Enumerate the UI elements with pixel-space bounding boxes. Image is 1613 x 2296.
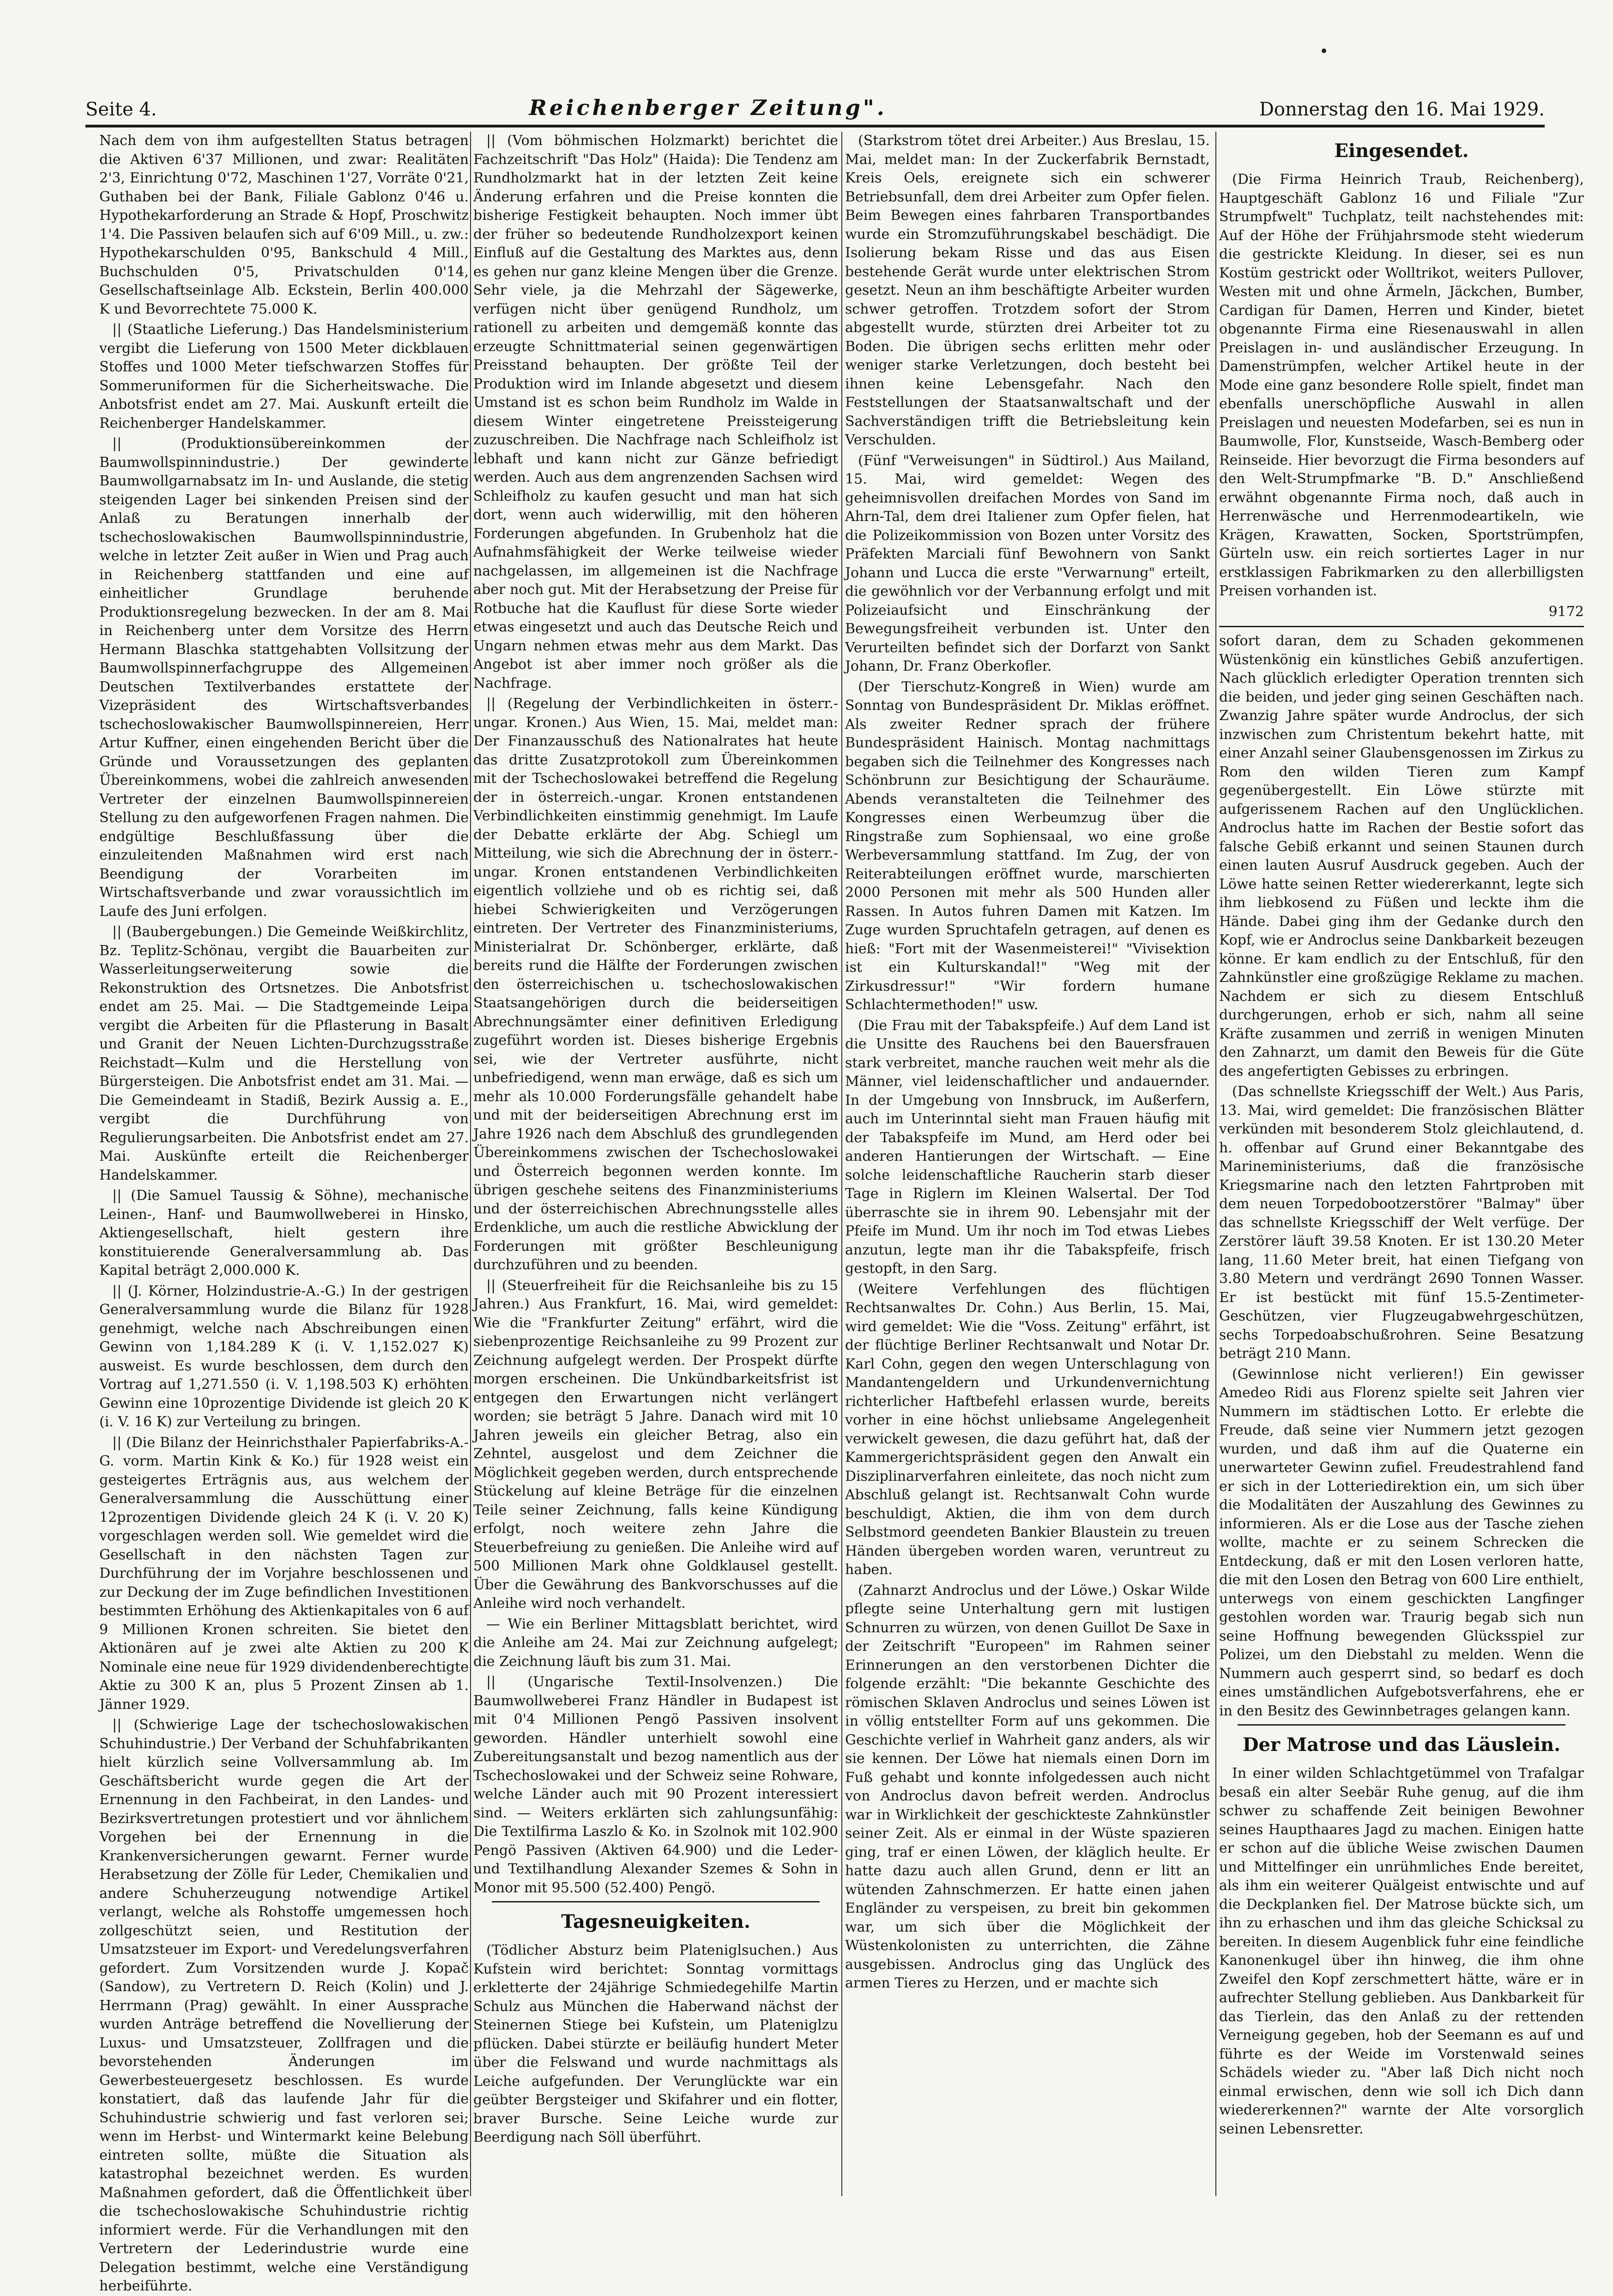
section-headline: Tagesneuigkeiten. [561,1911,750,1933]
article-paragraph: || (Die Bilanz der Heinrichsthaler Papierfabriks-A.-G. vorm. Martin Kink & Ko.) für 1928 weist ein gesteigertes Erträgnis aus, aus welchem der Generalversammlung die Ausschüttung einer 12prozentigen Dividende gleich 24 K (i. V. 20 K) vorgeschlagen werden soll. Wie gemeldet wird die Gesellschaft in den nächsten Tagen zur Durchführung der im Vorjahre beschlossenen und zur Deckung der im Zuge befindlichen Investitionen bestimmten Erhöhung des Aktienkapitales von 6 auf 9 Millionen Kronen schreiten. Sie bietet den Aktionären auf je zwei alte Aktien zu 200 K Nominale eine neue für 1929 dividendenberechtigte Aktie zu 300 K an, plus 5 Prozent Zinsen ab 1. Jänner 1929. [99,1434,469,1713]
article-paragraph: (Fünf "Verweisungen" in Südtirol.) Aus Mailand, 15. Mai, wird gemeldet: Wegen des geheimnisvollen dreifachen Mordes von Sand im Ahrn-Tal, dem drei Italiener zum Opfer fielen, hat die Polizeikommission von Bozen unter Vorsitz des Präfekten Marciali fünf Bewohnern von Sankt Johann und Lucca die erste "Verwarnung" erteilt, die gewöhnlich vor der Verbannung erfolgt und mit Polizeiaufsicht und Einschränkung der Bewegungsfreiheit verbunden ist. Unter den Verurteilten befindet sich der Dorfarzt von Sankt Johann, Dr. Franz Oberkofler. [845,452,1210,674]
ink-dot [1322,48,1326,53]
column-rule [841,132,842,2196]
column-rule [1215,132,1216,2196]
article-paragraph: (Die Firma Heinrich Traub, Reichenberg), Hauptgeschäft Gablonz 16 und Filiale "Zur Strumpfwelt" Tuchplatz, teilt nachstehendes mit: Auf der Höhe der Frühjahrsmode steht wiederum die gestrickte Kleidung. In dieser, sei es nun Kostüm gestrickt oder Wolltrikot, weiters Pullover, Westen mit und ohne Ärmeln, Jäckchen, Bumber, Cardigan für Damen, Herren und Kinder, bietet obgenannte Firma eine Riesenauswahl in allen Preislagen in- und ausländischer Erzeugung. In Damenstrümpfen, welcher Artikel heute in der Mode eine ganz besondere Rolle spielt, findet man ebenfalls unerschöpfliche Auswahl in allen Preislagen und neuesten Modefarben, sei es nun in Baumwolle, Flor, Kunstseide, Wasch-Bemberg oder Reinseide. Hier bevorzugt die Firma besonders auf den Welt-Strumpfmarke "B. D." Anschließend erwähnt obgenannte Firma noch, daß auch in Herrenwäsche und Herrenmodeartikeln, wie Krägen, Krawatten, Socken, Sportstrümpfen, Gürteln usw. ein reich sortiertes Lager in nur erstklassigen Fabrikmarken zu den allerbilligsten Preisen vorhanden ist. [1219,171,1584,599]
article-paragraph: (Weitere Verfehlungen des flüchtigen Rechtsanwaltes Dr. Cohn.) Aus Berlin, 15. Mai, wird gemeldet: Wie die "Voss. Zeitung" erfährt, ist der flüchtige Berliner Rechtsanwalt und Notar Dr. Karl Cohn, gegen den wegen Unterschlagung von Mandantengeldern und Urkundenvernichtung richterlicher Haftbefehl erlassen wurde, bereits vorher in eine höchst unliebsame Angelegenheit verwickelt gewesen, die dazu geführt hat, daß der Kammergerichtspräsident gegen den Anwalt ein Disziplinarverfahren einleitete, das noch nicht zum Abschluß gelangt ist. Rechtsanwalt Cohn wurde beschuldigt, Aktien, die ihm von dem durch Selbstmord geendeten Bankier Blaustein zu treuen Händen übergeben worden waren, veruntreut zu haben. [845,1281,1210,1578]
article-paragraph: sofort daran, dem zu Schaden gekommenen Wüstenkönig ein künstliches Gebiß anzufertigen. Nach glücklich erledigter Operation trennten sich die beiden, und jeder ging seinen Geschäften nach. Zwanzig Jahre später wurde Androclus, der sich inzwischen zum Christentum bekehrt hatte, mit einer Anzahl seiner Glaubensgenossen im Zirkus zu Rom den wilden Tieren zum Kampf gegenübergestellt. Ein Löwe stürzte mit aufgerissenem Rachen auf den Unglücklichen. Androclus hatte im Rachen der Bestie sofort das falsche Gebiß erkannt und seinen Staunen durch einen lauten Ausruf Ausdruck gegeben. Auch der Löwe hatte seinen Retter wiedererkannt, legte sich ihm liebkosend zu Füßen und leckte ihm die Hände. Dabei ging ihm der Gedanke durch den Kopf, wie er Androclus seine Dankbarkeit bezeugen könne. Er kam endlich zu der Entschluß, für den Zahnkünstler eine großzügige Reklame zu machen. Nachdem er sich zu diesem Entschluß durchgerungen, erhob er sich, nahm all seine Kräfte zusammen und zerriß in wenigen Minuten den Zahnarzt, um damit den Beweis für die Güte des angefertigten Gebisses zu erbringen. [1219,633,1584,1079]
section-rule [1238,1724,1565,1726]
article-paragraph: (Starkstrom tötet drei Arbeiter.) Aus Breslau, 15. Mai, meldet man: In der Zuckerfabrik Bernstadt, Kreis Oels, ereignete sich ein schwerer Betriebsunfall, dem drei Arbeiter zum Opfer fielen. Beim Bewegen eines fahrbaren Transportbandes wurde ein Stromzuführungskabel beschädigt. Die Isolierung bekam Risse und das aus Eisen bestehende Gerät wurde unter elektrischen Strom gesetzt. Neun an ihm beschäftigte Arbeiter wurden schwer getroffen. Trotzdem sofort der Strom abgestellt wurde, stürzten drei Arbeiter tot zu Boden. Die übrigen sechs erlitten mehr oder weniger starke Verletzungen, doch besteht bei ihnen keine Lebensgefahr. Nach den Feststellungen der Staatsanwaltschaft und der Sachverständigen trifft die Betriebsleitung kein Verschulden. [845,133,1210,448]
column-rule [470,132,471,2196]
article-paragraph: (Der Tierschutz-Kongreß in Wien) wurde am Sonntag von Bundespräsident Dr. Miklas eröffnet. Als zweiter Redner sprach der frühere Bundespräsident Hainisch. Montag nachmittags begaben sich die Teilnehmer des Kongresses nach Schönbrunn zur Besichtigung der Schauräume. Abends veranstalteten die Teilnehmer des Kongresses einen Werbeumzug über die Ringstraße zum Sophiensaal, wo eine große Werbeversammlung stattfand. Im Zug, der von Reiterabteilungen eröffnet wurde, marschierten 2000 Personen mit mehr als 500 Hunden aller Rassen. In Autos fuhren Damen mit Katzen. Im Zuge wurden Spruchtafeln getragen, auf denen es hieß: "Fort mit der Wasenmeisterei!" "Vivisektion ist ein Kulturskandal!" "Weg mit der Zirkusdressur!" "Wir fordern humane Schlachtermethoden!" usw. [845,679,1210,1013]
article-paragraph: (Das schnellste Kriegsschiff der Welt.) Aus Paris, 13. Mai, wird gemeldet: Die französischen Blätter verkünden mit besonderem Stolz gleichlautend, d. h. offenbar auf Grund einer Bekanntgabe des Marineministeriums, daß die französische Kriegsmarine nach den letzten Fahrtproben mit dem neuen Torpedobootzerstörer "Balmay" über das schnellste Kriegsschiff der Welt verfüge. Der Zerstörer läuft 39.58 Knoten. Er ist 130.20 Meter lang, 11.60 Meter breit, hat einen Tiefgang von 3.80 Metern und verdrängt 2690 Tonnen Wasser. Er ist bestückt mit fünf 15.5-Zentimeter-Geschützen, vier Flugzeugabwehrgeschützen, sechs Torpedoabschußrohren. Seine Besatzung beträgt 210 Mann. [1219,1084,1584,1362]
article-paragraph: || (Baubergebungen.) Die Gemeinde Weißkirchlitz, Bz. Teplitz-Schönau, vergibt die Bauarbeiten zur Wasserleitungserweiterung sowie die Rekonstruktion des Ortsnetzes. Die Anbotsfrist endet am 25. Mai. — Die Stadtgemeinde Leipa vergibt die Arbeiten für die Pflasterung in Basalt und Granit der Neuen Lichten-Durchzugsstraße Reichstadt—Kulm und die Herstellung von Bürgersteigen. Die Anbotsfrist endet am 31. Mai. — Die Gemeindeamt in Stadiß, Bezirk Aussig a. E., vergibt die Durchführung von Regulierungsarbeiten. Die Anbotsfrist endet am 27. Mai. Auskünfte erteilt die Reichenberger Handelskammer. [99,924,469,1183]
page-number: Seite 4. [85,99,157,120]
article-paragraph: (Tödlicher Absturz beim Plateniglsuchen.) Aus Kufstein wird berichtet: Sonntag vormittags erkletterte der 24jährige Schmiedegehilfe Martin Schulz aus München die Haberwand nächst der Steinernen Stiege bei Kufstein, um Plateniglzu pflücken. Dabei stürzte er beiläufig hundert Meter über die Felswand und wurde nachmittags als Leiche aufgefunden. Der Verunglückte war ein geübter Bergsteiger und Skifahrer und ein flotter, braver Bursche. Seine Leiche wurde zur Beerdigung nach Söll überführt. [473,1942,838,2145]
article-paragraph: || (Die Samuel Taussig & Söhne), mechanische Leinen-, Hanf- und Baumwollweberei in Hinsko, Aktiengesellschaft, hielt gestern ihre konstituierende Generalversammlung ab. Das Kapital beträgt 2,000.000 K. [99,1187,469,1278]
article-paragraph: || (Produktionsübereinkommen der Baumwollspinnindustrie.) Der gewinderte Baumwollgarnabsatz im In- und Auslande, die stetig steigenden Lager bei sinkenden Preisen sind der Anlaß zu Beratungen innerhalb der tschechoslowakischen Baumwollspinnindustrie, welche in letzter Zeit außer in Wien und Prag auch in Reichenberg stattfanden und eine auf einheitlicher Grundlage beruhende Produktionsregelung bezwecken. In der am 8. Mai in Reichenberg unter dem Vorsitze des Herrn Hermann Blaschka stattgehabten Vollsitzung der Baumwollspinnerfachgruppe des Allgemeinen Deutschen Textilverbandes erstattete der Vizepräsident des Wirtschaftsverbandes tschechoslowakischer Baumwollspinnereien, Herr Artur Kuffner, einen eingehenden Bericht über die Gründe und Voraussetzungen des geplanten Übereinkommens, wobei die zahlreich anwesenden Vertreter der einzelnen Baumwollspinnereien Stellung zu den aufgeworfenen Fragen nahmen. Die endgültige Beschlußfassung über die einzuleitenden Maßnahmen wird erst nach Beendigung der Vorarbeiten im Wirtschaftsverbande und zwar voraussichtlich im Laufe des Juni erfolgen. [99,436,469,920]
article-paragraph: (Zahnarzt Androclus und der Löwe.) Oskar Wilde pflegte seine Unterhaltung gern mit lustigen Schnurren zu würzen, von denen Guillot De Saxe in der Zeitschrift "Europeen" im Rahmen seiner Erinnerungen an den verstorbenen Dichter die folgende erzählt: "Die bekannte Geschichte des römischen Sklaven Androclus und seines Löwen ist in völlig entstellter Form auf uns gekommen. Die Geschichte verlief in Wahrheit ganz anders, als wir sie kennen. Der Löwe hat niemals einen Dorn im Fuß gehabt und konnte infolgedessen auch nicht von Androclus davon befreit werden. Androclus war in Wirklichkeit der geschickteste Zahnkünstler seiner Zeit. Als er einmal in der Wüste spazieren ging, traf er einen Löwen, der kläglich heulte. Er hatte dazu auch allen Grund, denn er litt an wütenden Zahnschmerzen. Er hatte einen jahen Engländer zu verspeisen, zu breit bin gekommen war, um sich über die Möglichkeit der Wüstenkolonisten zu unterrichten, die Zähne ausgebissen. Androclus ging das Unglück des armen Tieres zu Herzen, und er machte sich [845,1582,1210,1991]
article-paragraph: || (Steuerfreiheit für die Reichsanleihe bis zu 15 Jahren.) Aus Frankfurt, 16. Mai, wird gemeldet: Wie die "Frankfurter Zeitung" erfährt, wird die siebenprozentige Reichsanleihe zu 99 Prozent zur Zeichnung aufgelegt werden. Der Prospekt dürfte morgen erscheinen. Die Unkündbarkeitsfrist ist entgegen den Erwartungen nicht verlängert worden; sie beträgt 5 Jahre. Danach wird mit 10 Jahren jeweils ein gleicher Betrag, also ein Zehntel, ausgelost und dem Zeichner die Möglichkeit gegeben werden, durch entsprechende Stückelung auf kleine Beträge für die einzelnen Teile seiner Zeichnung, falls keine Kündigung erfolgt, noch weitere zehn Jahre die Steuerbefreiung zu genießen. Die Anleihe wird auf 500 Millionen Mark ohne Goldklausel gestellt. Über die Gewährung des Bankvorschusses auf die Anleihe wird noch verhandelt. [473,1277,838,1611]
masthead: Reichenberger Zeitung". [529,95,887,120]
header-rule [85,125,1545,127]
column-4 [1219,132,1584,2196]
article-paragraph: (Gewinnlose nicht verlieren!) Ein gewisser Amedeo Ridi aus Florenz spielte seit Jahren vier Nummern im städtischen Lotto. Er erlebte die Freude, daß seine vier Nummern jetzt gezogen wurden, und daß ihm auf die Quaterne ein unerwarteter Gewinn zufiel. Freudestrahlend fand er sich in der Lotteriedirektion ein, um sich über die Modalitäten der Auszahlung des Gewinnes zu informieren. Als er die Lose aus der Tasche ziehen wollte, machte er zu seinem Schrecken die Entdeckung, daß er mit den Losen verloren hatte, die mit den Losen den Betrag von 600 Lire enthielt, unterwegs von einem geschickten Langfinger gestohlen worden war. Traurig begab sich nun seine Hoffnung bewegenden Glücksspiel zur Polizei, um den Diebstahl zu melden. Wenn die Nummern auch gesperrt sind, so bedarf es doch eines umständlichen Aufgebotsverfahrens, ehe er in den Besitz des Gewinnbetrages gelangen kann. [1219,1366,1584,1719]
article-paragraph: Nach dem von ihm aufgestellten Status betragen die Aktiven 6'37 Millionen, und zwar: Realitäten 2'3, Einrichtung 0'72, Maschinen 1'27, Vorräte 0'21, Guthaben bei der Bank, Filiale Gablonz 0'46 u. Hypothekarforderung an Strade & Hopf, Proschwitz 1'4. Die Passiven belaufen sich auf 6'09 Mill., u. zw.: Hypothekarschulden 0'95, Bankschuld 4 Mill., Buchschulden 0'5, Privatschulden 0'14, Gesellschaftseinlage Alb. Eckstein, Berlin 400.000 K und Bevorrechtete 75.000 K. [99,133,469,317]
article-paragraph: (Die Frau mit der Tabakspfeife.) Auf dem Land ist die Unsitte des Rauchens bei den Bauersfrauen stark verbreitet, manche rauchen weit mehr als die Männer, viel leidenschaftlicher und andauernder. In der Umgebung von Innsbruck, im Außerfern, auch im Unterinntal sieht man Frauen häufig mit der Tabakspfeife im Mund, am Herd oder bei anderen Hantierungen der Wirtschaft. — Eine solche leidenschaftliche Raucherin starb dieser Tage in Riglern im Kleinen Walsertal. Der Tod überraschte sie in ihrem 90. Lebensjahr mit der Pfeife im Mund. Um ihr noch im Tod etwas Liebes anzutun, legte man ihr die Tabakspfeife, frisch gestopft, in den Sarg. [845,1017,1210,1277]
article-paragraph: || (Vom böhmischen Holzmarkt) berichtet die Fachzeitschrift "Das Holz" (Haida): Die Tendenz am Rundholzmarkt hat in der letzten Zeit keine Änderung erfahren und die Preise konnten die bisherige Festigkeit behaupten. Noch immer übt der früher so bedeutende Rundholzexport keinen Einfluß auf die Gestaltung des Marktes aus, denn es gehen nur ganz kleine Mengen über die Grenze. Sehr viele, ja die Mehrzahl der Sägewerke, verfügen nicht über genügend Rundholz, um rationell zu arbeiten und demgemäß konnte das erzeugte Schnittmaterial seinen gegenwärtigen Preisstand behaupten. Der größte Teil der Produktion wird im Inlande abgesetzt und diesem Umstand ist es schon beim Rundholz im Walde in diesem Winter eingetretene Preissteigerung zuzuschreiben. Die Nachfrage nach Schleifholz ist lebhaft und kann nicht zur Gänze befriedigt werden. Auch aus dem angrenzenden Sachsen wird Schleifholz zu kaufen gesucht und man hat sich dort, wenn auch widerwillig, mit den höheren Forderungen abgefunden. In Grubenholz hat die Aufnahmsfähigkeit der Werke teilweise wieder nachgelassen, im allgemeinen ist die Nachfrage aber noch gut. Mit der Herabsetzung der Preise für Rotbuche hat die Kauflust für diese Sorte wieder etwas eingesetzt und auch das Deutsche Reich und Ungarn nehmen etwas mehr aus dem Markt. Das Angebot ist aber immer noch größer als die Nachfrage. [473,133,838,691]
article-paragraph: — Wie ein Berliner Mittagsblatt berichtet, wird die Anleihe am 24. Mai zur Zeichnung aufgelegt; die Zeichnung läuft bis zum 31. Mai. [473,1616,838,1670]
section-rule [1219,626,1584,627]
column-3 [845,132,1210,2196]
article-paragraph: || (Staatliche Lieferung.) Das Handelsministerium vergibt die Lieferung von 1500 Meter dickblauen Stoffes und 1000 Meter tiefschwarzen Stoffes für Sommeruniformen für die Sicherheitswache. Die Anbotsfrist endet am 27. Mai. Auskunft erteilt die Reichenberger Handelskammer. [99,321,469,431]
column-1 [99,132,469,2294]
article-paragraph: || (Ungarische Textil-Insolvenzen.) Die Baumwollweberei Franz Händler in Budapest ist mit 0'4 Millionen Pengö Passiven insolvent geworden. Händler unterhielt sowohl eine Zubereitungsanstalt und bezog namentlich aus der Tschechoslowakei und der Schweiz seine Rohware, welche Länder auch mit 90 Prozent interessiert sind. — Weiters erklärten sich zahlungsunfähig: Die Textilfirma Laszlo & Ko. in Szolnok mit 102.900 Pengö Passiven (Aktiven 64.900) und die Leder- und Textilhandlung Alexander Szemes & Sohn in Monor mit 95.500 (52.400) Pengö. [473,1674,838,1896]
dateline: Donnerstag den 16. Mai 1929. [1259,99,1545,120]
section-headline: Eingesendet. [1334,140,1469,162]
section-headline: Der Matrose und das Läuslein. [1242,1734,1561,1756]
column-2 [473,132,838,2196]
section-rule [492,1901,820,1902]
page-header [85,88,1545,120]
article-paragraph: || (Regelung der Verbindlichkeiten in österr.-ungar. Kronen.) Aus Wien, 15. Mai, meldet man: Der Finanzausschuß des Nationalrates hat heute das dritte Zusatzprotokoll zum Übereinkommen mit der Tschechoslowakei betreffend die Regelung der in österreich.-ungar. Kronen entstandenen Verbindlichkeiten einstimmig genehmigt. Im Laufe der Debatte erklärte der Abg. Schiegl um Mitteilung, wie sich die Abrechnung der in österr.-ungar. Kronen entstandenen Verbindlichkeiten eigentlich vollziehe und ob es richtig sei, daß hiebei Schwierigkeiten und Verzögerungen eintreten. Der Vertreter des Finanzministeriums, Ministerialrat Dr. Schönberger, erklärte, daß bereits rund die Hälfte der Forderungen zwischen den österreichischen u. tschechoslowakischen Staatsangehörigen durch die beiderseitigen Abrechnungsämter einer definitiven Erledigung zugeführt worden ist. Dieses bisherige Ergebnis sei, wie der Vertreter ausführte, nicht unbefriedigend, wenn man erwäge, daß es sich um mehr als 10.000 Forderungsfälle gehandelt habe und mit der beiderseitigen Abrechnung erst im Jahre 1926 nach dem Abschluß des grundlegenden Übereinkommens zwischen der Tschechoslowakei und Österreich begonnen werden konnte. Im übrigen geschehe seitens des Finanzministeriums und der österreichischen Abrechnungsstelle alles Erdenkliche, um auch die restliche Abwicklung der Forderungen mit größter Beschleunigung durchzuführen und zu beenden. [473,696,838,1273]
article-paragraph: In einer wilden Schlachtgetümmel von Trafalgar besaß ein alter Seebär Ruhe genug, auf die ihm schwer zu schaffende Zeit beinigen Bewohner seines Haupthaares Jagd zu machen. Einigen hatte er schon auf die übliche Weise zwischen Daumen und Mittelfinger ein unrühmliches Ende bereitet, als ihm ein weiterer Quälgeist entwischte und auf die Deckplanken fiel. Der Matrose bückte sich, um ihn zu erhaschen und ihm das gleiche Schicksal zu bereiten. In diesem Augenblick fuhr eine feindliche Kanonenkugel über ihn hinweg, die ihm ohne Zweifel den Kopf zerschmettert hätte, wäre er in aufrechter Stellung geblieben. Aus Dankbarkeit für das Tierlein, das den Anlaß zu der rettenden Verneigung gegeben, hob der Seemann es auf und führte es der Weide im Vorstenwald seines Schädels wieder zu. "Aber laß Dich nicht noch einmal erwischen, denn wie soll ich Dich dann wiedererkennen?" warnte der Alte vorsorglich seinen Lebensretter. [1219,1765,1584,2137]
article-paragraph: || (J. Körner, Holzindustrie-A.-G.) In der gestrigen Generalversammlung wurde die Bilanz für 1928 genehmigt, welche nach Abschreibungen einen Gewinn von 1,184.289 K (i. V. 1,152.027 K) ausweist. Es wurde beschlossen, dem durch den Vortrag auf 1,271.550 (i. V. 1,198.503 K) erhöhten Gewinn eine 10prozentige Dividende ist gleich 20 K (i. V. 16 K) zur Verteilung zu bringen. [99,1283,469,1430]
advert-number: 9172 [1548,603,1584,620]
article-paragraph: || (Schwierige Lage der tschechoslowakischen Schuhindustrie.) Der Verband der Schuhfabrikanten hielt kürzlich seine Vollversammlung ab. Im Geschäftsbericht wurde gegen die Art der Ernennung in den Fachbeirat, in den Landes- und Bezirksvertretungen protestiert und vor ähnlichem Vorgehen bei der Ernennung in die Krankenversicherungen gewarnt. Ferner wurde Herabsetzung der Zölle für Leder, Chemikalien und andere Schuherzeugung notwendige Artikel verlangt, welche als Rohstoffe umgemessen hoch zollgeschützt seien, und Restitution der Umsatzsteuer im Export- und Veredelungsverfahren gefordert. Zum Vorsitzenden wurde J. Kopač (Sandow), zu Vertretern D. Reich (Kolin) und J. Herrmann (Prag) gewählt. In einer Aussprache wurden Anträge betreffend die Novellierung der Luxus- und Umsatzsteuer, Zollfragen und die bevorstehenden Änderungen im Gewerbesteuergesetz beschlossen. Es wurde konstatiert, daß das laufende Jahr für die Schuhindustrie schwierig und fast verloren sei; wenn im Herbst- und Wintermarkt keine Belebung eintreten sollte, müßte die Situation als katastrophal bezeichnet werden. Es wurden Maßnahmen gefordert, daß die Öffentlichkeit über die tschechoslowakische Schuhindustrie richtig informiert werde. Für die Verhandlungen mit den Vertretern der Lederindustrie wurde eine Delegation bestimmt, welche eine Verständigung herbeiführte. [99,1717,469,2294]
